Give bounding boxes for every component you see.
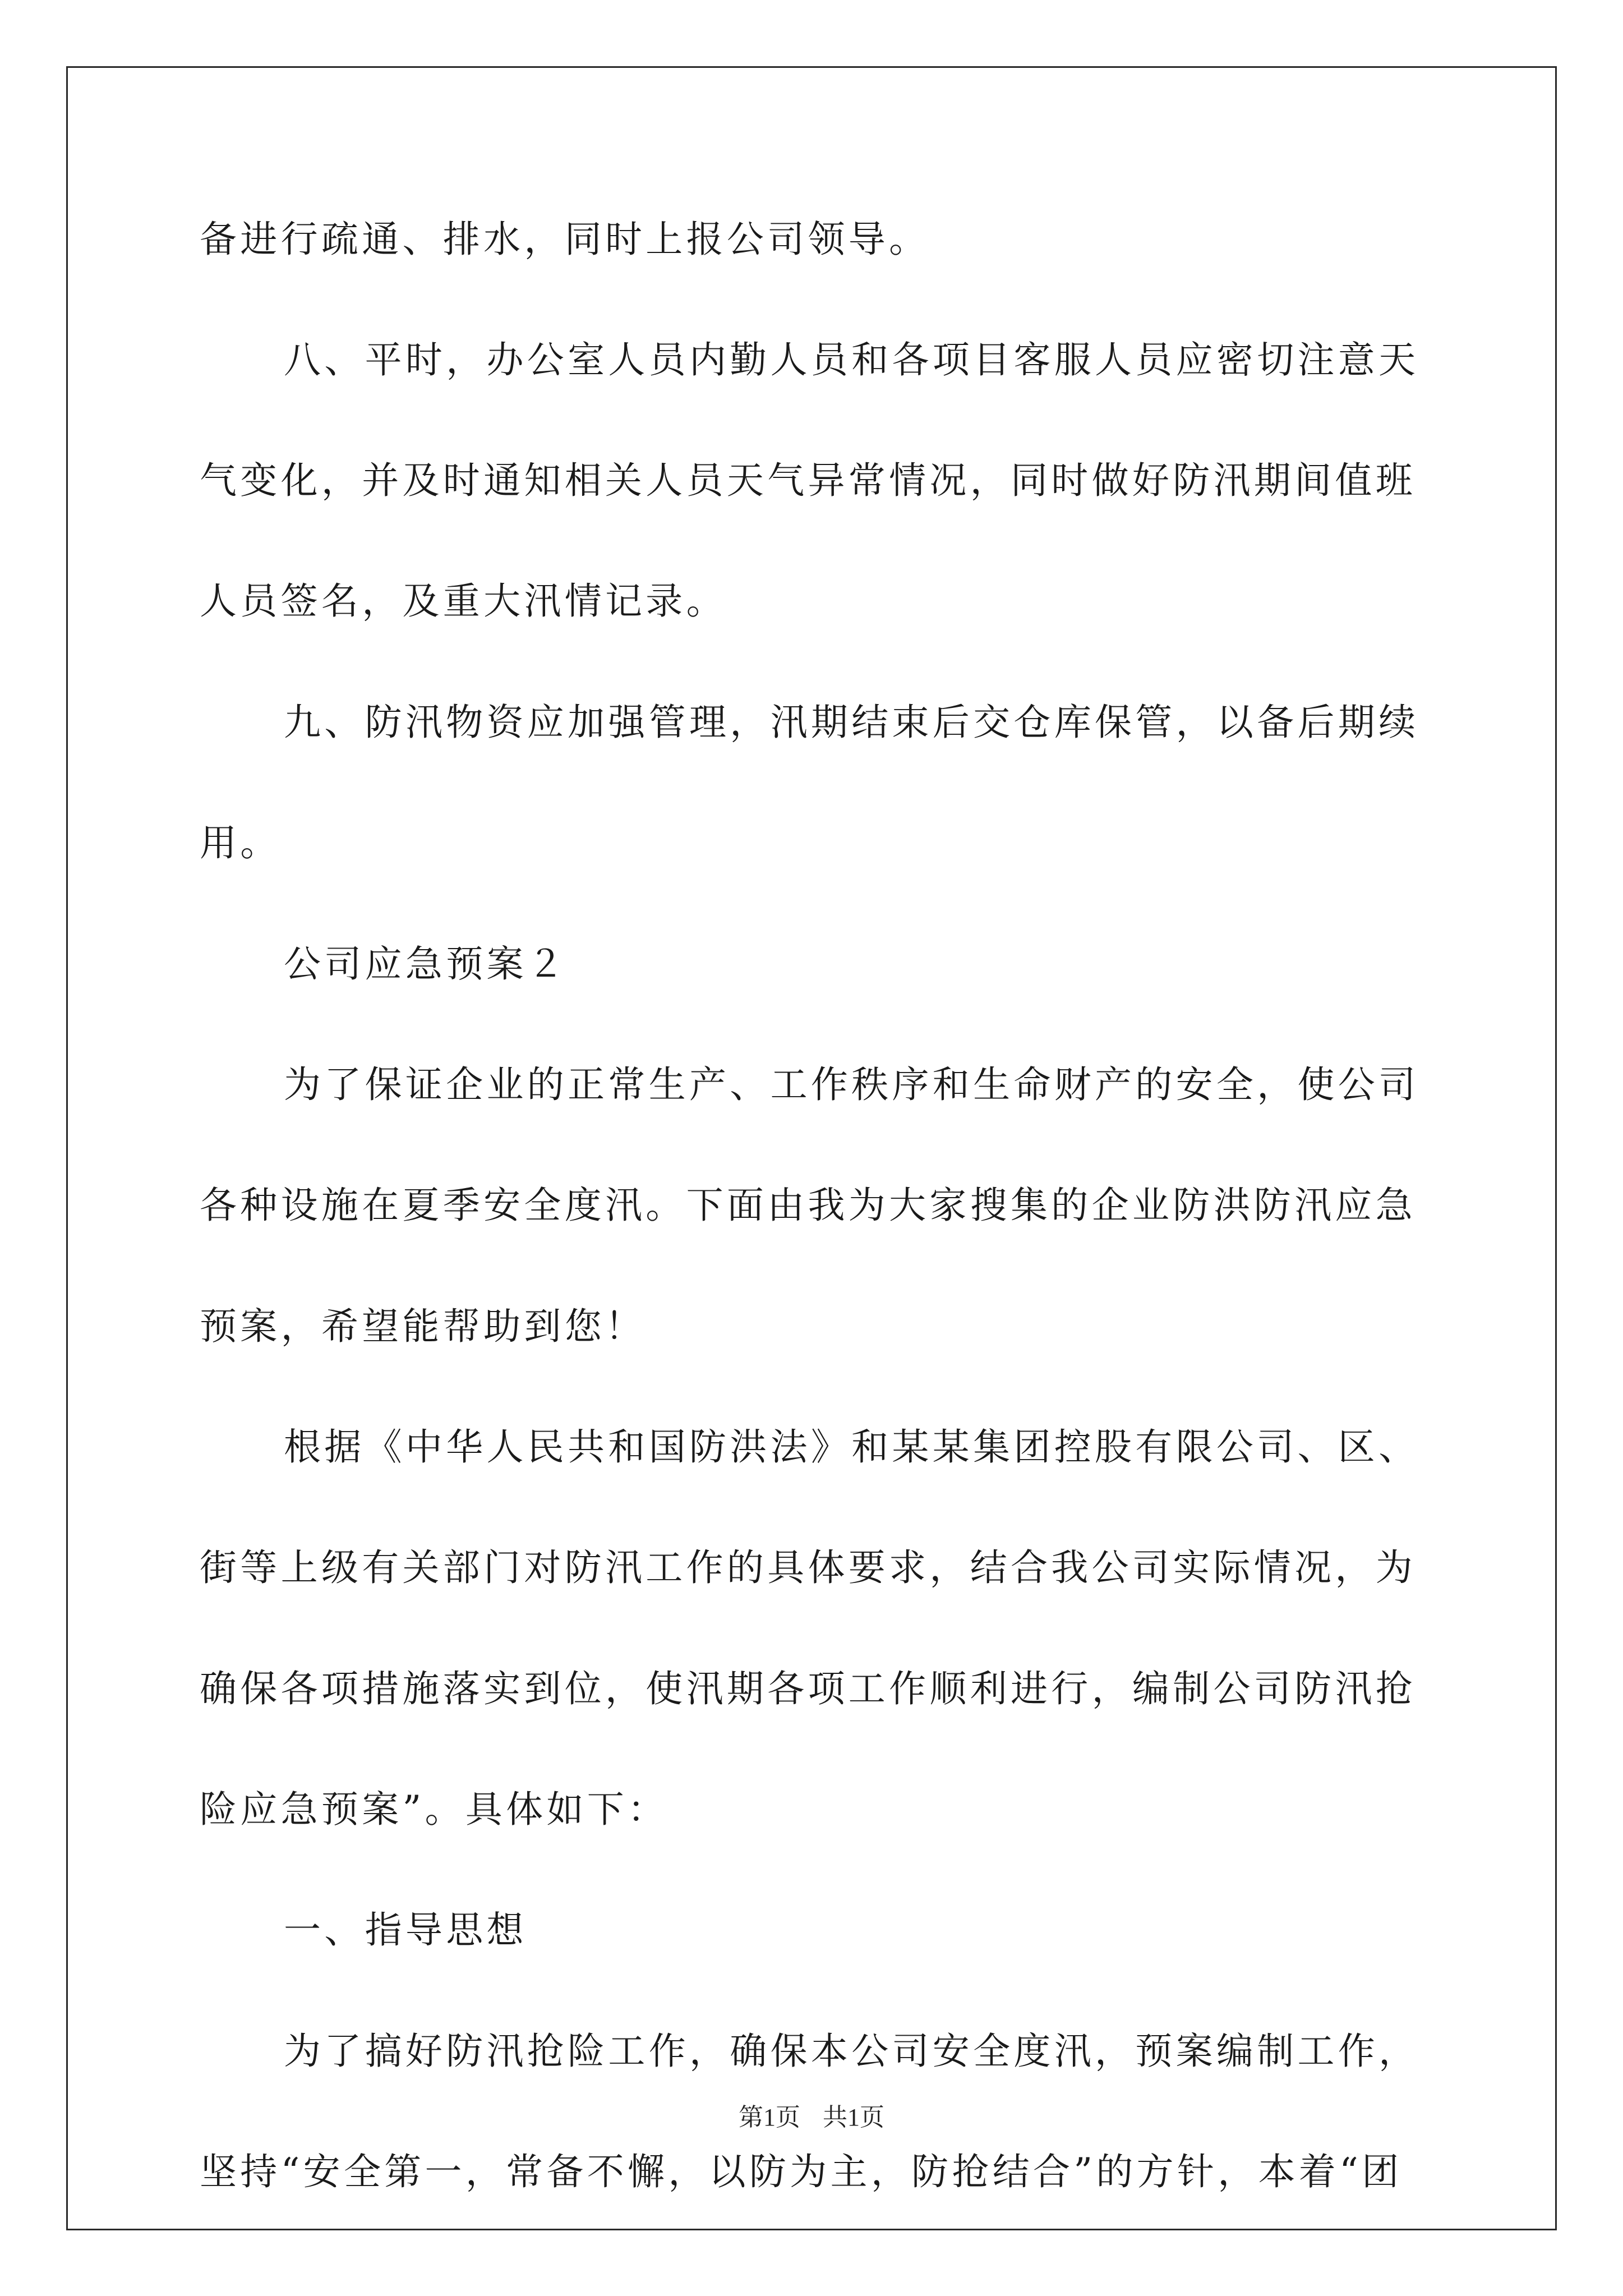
text-line: 街等上级有关部门对防汛工作的具体要求，结合我公司实际情况，为 [200, 1546, 1416, 1589]
text-line: 用。 [200, 821, 281, 864]
text-line: 气变化，并及时通知相关人员天气异常情况，同时做好防汛期间值班 [200, 459, 1416, 502]
text-line: 预案，希望能帮助到您！ [200, 1305, 646, 1348]
text-line: 根据《中华人民共和国防洪法》和某某集团控股有限公司、区、 [284, 1425, 1419, 1469]
text-line: 坚持“安全第一，常备不懈，以防为主，防抢结合”的方针，本着“团 [200, 2150, 1403, 2193]
text-line: 备进行疏通、排水，同时上报公司领导。 [200, 218, 930, 261]
text-line: 险应急预案”。具体如下： [200, 1788, 668, 1831]
text-line: 为了搞好防汛抢险工作，确保本公司安全度汛，预案编制工作， [284, 2030, 1419, 2073]
section-heading: 一、指导思想 [284, 1908, 527, 1952]
text-line: 确保各项措施落实到位，使汛期各项工作顺利进行，编制公司防汛抢 [200, 1667, 1416, 1710]
text-line: 人员签名，及重大汛情记录。 [200, 579, 727, 623]
section-heading: 公司应急预案２ [284, 942, 568, 986]
text-line: 八、平时，办公室人员内勤人员和各项目客服人员应密切注意天 [284, 338, 1419, 381]
page-total: 共1页 [823, 2104, 884, 2131]
text-line: 为了保证企业的正常生产、工作秩序和生命财产的安全，使公司 [284, 1063, 1419, 1106]
text-line: 九、防汛物资应加强管理，汛期结束后交仓库保管，以备后期续 [284, 701, 1419, 744]
page-footer [0, 2101, 1623, 2134]
page-number: 第1页 [739, 2104, 800, 2131]
text-line: 各种设施在夏季安全度汛。下面由我为大家搜集的企业防洪防汛应急 [200, 1184, 1416, 1227]
